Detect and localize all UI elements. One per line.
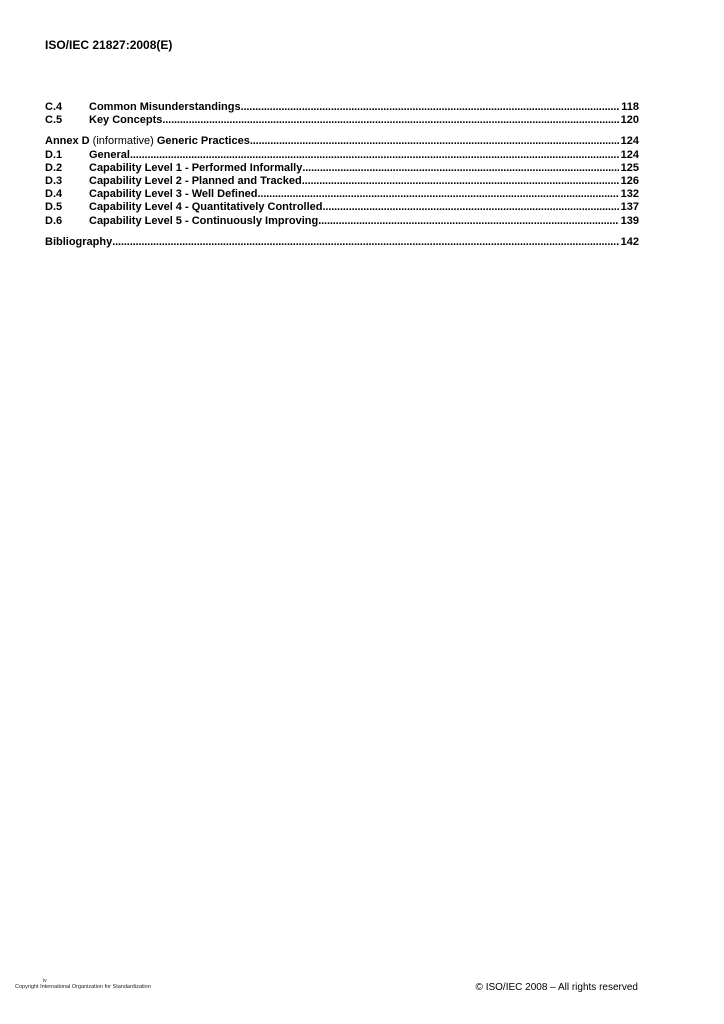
- toc-entry-title: Capability Level 3 - Well Defined: [89, 188, 258, 201]
- toc-entry-d1[interactable]: [45, 149, 639, 162]
- footer-copyright-left: [15, 978, 151, 991]
- toc-entry-page: 118: [621, 101, 639, 113]
- toc-entry-title: Common Misunderstandings: [89, 101, 241, 113]
- toc-entry-title: Capability Level 5 - Continuously Improving: [89, 214, 319, 227]
- dot-leader: [302, 175, 619, 188]
- dot-leader: [130, 149, 619, 162]
- dot-leader: [162, 114, 618, 127]
- toc-entry-title: [45, 135, 250, 148]
- table-of-contents: [45, 101, 639, 249]
- toc-entry-c5[interactable]: [45, 114, 639, 127]
- dot-leader: [258, 188, 619, 201]
- toc-entry-page: 125: [620, 161, 639, 174]
- toc-entry-c4[interactable]: [45, 101, 639, 114]
- toc-entry-page: 139: [620, 214, 639, 227]
- toc-entry-d5[interactable]: [45, 201, 639, 214]
- toc-entry-number: C.4: [45, 101, 63, 113]
- annex-label: Annex D: [45, 135, 90, 148]
- toc-entry-d4[interactable]: [45, 188, 639, 201]
- toc-entry-number: D.6: [45, 214, 63, 227]
- toc-entry-page: 132: [620, 188, 639, 201]
- toc-entry-page: 120: [620, 114, 639, 127]
- toc-entry-page: 126: [620, 174, 639, 187]
- toc-entry-title: Capability Level 2 - Planned and Tracked: [89, 174, 302, 187]
- toc-entry-bibliography[interactable]: [45, 236, 639, 249]
- toc-entry-page: 142: [620, 235, 639, 248]
- toc-entry-page: 124: [620, 135, 639, 148]
- toc-entry-number: D.5: [45, 201, 63, 214]
- toc-entry-title: Bibliography: [45, 235, 113, 248]
- toc-entry-d6[interactable]: [45, 215, 639, 228]
- toc-entry-d3[interactable]: [45, 175, 639, 188]
- document-header: ISO/IEC 21827:2008(E): [45, 38, 173, 52]
- dot-leader: [241, 101, 620, 114]
- dot-leader: [250, 135, 619, 148]
- dot-leader: [323, 201, 619, 214]
- toc-entry-number: D.3: [45, 174, 63, 187]
- dot-leader: [112, 236, 618, 249]
- page-mark: iv: [43, 978, 47, 984]
- toc-entry-title: Capability Level 4 - Quantitatively Controlled: [89, 201, 323, 214]
- toc-entry-number: D.1: [45, 148, 63, 161]
- toc-entry-title: Capability Level 1 - Performed Informally: [89, 161, 303, 174]
- toc-entry-annex-d[interactable]: [45, 135, 639, 148]
- toc-entry-page: 137: [620, 201, 639, 214]
- toc-entry-title: General: [89, 148, 130, 161]
- annex-note: (informative): [89, 135, 157, 148]
- toc-entry-page: 124: [620, 148, 639, 161]
- toc-entry-number: D.4: [45, 188, 63, 201]
- annex-title: Generic Practices: [156, 135, 250, 148]
- footer-copyright-left-text: Copyright International Organization for Standardization: [15, 984, 151, 990]
- toc-entry-title: Key Concepts: [89, 114, 163, 127]
- dot-leader: [318, 215, 618, 228]
- toc-entry-number: C.5: [45, 114, 63, 127]
- footer-copyright-right: © ISO/IEC 2008 – All rights reserved: [475, 982, 638, 993]
- toc-entry-number: D.2: [45, 161, 63, 174]
- dot-leader: [302, 162, 618, 175]
- toc-entry-d2[interactable]: [45, 162, 639, 175]
